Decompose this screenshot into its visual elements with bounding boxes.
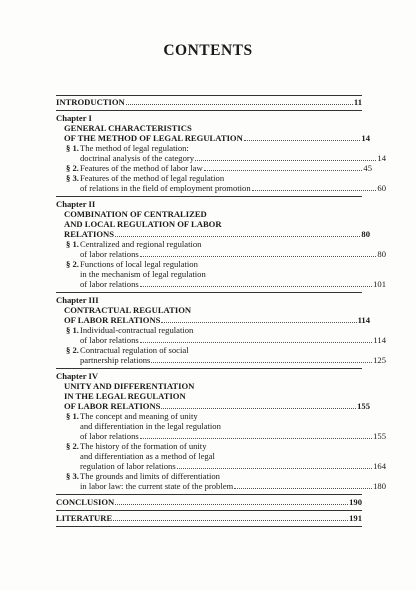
leader-dots: [151, 362, 372, 363]
leader-dots: [234, 488, 372, 489]
chapter-heading-line: AND LOCAL REGULATION OF LABOR: [64, 219, 222, 229]
section-text: doctrinal analysis of the category: [80, 153, 195, 163]
toc-entry-section[interactable]: [56, 153, 386, 163]
section-number: § 2.: [66, 441, 79, 451]
leader-dots: [161, 408, 356, 409]
section-line: [56, 441, 372, 451]
section-text: regulation of labor relations: [80, 461, 176, 471]
page-number: 125: [373, 355, 386, 365]
chapter-heading-line: GENERAL CHARACTERISTICS: [64, 123, 192, 133]
leader-dots: [252, 190, 377, 191]
section-text: and differentiation as a method of legal: [80, 451, 215, 461]
entry-label: CONCLUSION: [56, 497, 115, 507]
section-number: § 2.: [66, 259, 79, 269]
section-line: [56, 239, 372, 249]
section-line: [56, 411, 372, 421]
section-line: [56, 259, 372, 269]
toc-entry-section[interactable]: [56, 461, 386, 471]
toc-entry-chapter-2[interactable]: [56, 229, 370, 239]
page-number: 14: [361, 133, 370, 143]
section-text: and differentiation in the legal regulation: [80, 421, 221, 431]
section-number: § 2.: [66, 345, 79, 355]
section-line: [56, 173, 372, 183]
section-number: § 1.: [66, 143, 79, 153]
toc-entry-section[interactable]: [56, 163, 372, 173]
divider: [56, 526, 362, 527]
toc-entry-chapter-1[interactable]: [56, 133, 370, 143]
section-line: [56, 143, 372, 153]
page-number: 45: [363, 163, 372, 173]
page-number: 101: [373, 279, 386, 289]
chapter-label: Chapter I: [56, 113, 92, 123]
leader-dots: [113, 520, 348, 521]
section-text: in labor law: the current state of the problem: [80, 481, 234, 491]
toc-entry-conclusion[interactable]: [56, 497, 362, 507]
section-text: Features of the method of legal regulation: [80, 173, 225, 183]
section-number: § 3.: [66, 471, 79, 481]
toc-entry-chapter-3[interactable]: [56, 315, 370, 325]
section-number: § 1.: [66, 325, 79, 335]
contents-title: CONTENTS: [163, 42, 253, 59]
page-number: 180: [373, 481, 386, 491]
divider: [56, 510, 362, 511]
page-number: 60: [377, 183, 386, 193]
entry-label: INTRODUCTION: [56, 97, 125, 107]
page-number: 114: [373, 335, 386, 345]
leader-dots: [244, 140, 361, 141]
toc-entry-literature[interactable]: [56, 513, 362, 523]
page-number: 164: [373, 461, 386, 471]
chapter-heading-line: CONTRACTUAL REGULATION: [64, 305, 192, 315]
chapter-heading-line: OF LABOR RELATIONS: [64, 401, 161, 411]
chapter-label: Chapter III: [56, 295, 99, 305]
leader-dots: [195, 160, 376, 161]
page-number: 80: [361, 229, 370, 239]
leader-dots: [126, 104, 353, 105]
section-number: § 3.: [66, 173, 79, 183]
leader-dots: [115, 504, 348, 505]
divider: [56, 95, 362, 96]
divider: [56, 494, 362, 495]
toc-entry-section[interactable]: [56, 481, 386, 491]
section-text: Individual-contractual regulation: [80, 325, 194, 335]
section-text: in the mechanism of legal regulation: [80, 269, 206, 279]
divider: [56, 292, 362, 293]
toc-entry-section[interactable]: [56, 355, 386, 365]
toc-entry-section[interactable]: [56, 249, 386, 259]
chapter-label: Chapter IV: [56, 371, 99, 381]
page-number: 11: [353, 97, 362, 107]
toc-entry-chapter-4[interactable]: [56, 401, 370, 411]
leader-dots: [161, 322, 356, 323]
section-text: Functions of local legal regulation: [80, 259, 198, 269]
chapter-heading-line: IN THE LEGAL REGULATION: [64, 391, 186, 401]
leader-dots: [177, 468, 372, 469]
leader-dots: [140, 286, 372, 287]
chapter-heading-line: RELATIONS: [64, 229, 114, 239]
entry-label: LITERATURE: [56, 513, 113, 523]
chapter-heading-line: COMBINATION OF CENTRALIZED: [64, 209, 207, 219]
section-text: of labor relations: [80, 431, 139, 441]
page-number: 14: [377, 153, 386, 163]
section-text: Centralized and regional regulation: [80, 239, 202, 249]
section-text: partnership relations: [80, 355, 151, 365]
divider: [56, 110, 362, 111]
section-text: of labor relations: [80, 249, 139, 259]
leader-dots: [140, 256, 377, 257]
section-line: [56, 471, 372, 481]
page-number: 190: [349, 497, 362, 507]
toc-entry-section[interactable]: [56, 183, 386, 193]
section-text: of labor relations: [80, 279, 139, 289]
divider: [56, 368, 362, 369]
section-text: Features of the method of labor law: [80, 163, 203, 173]
section-text: of relations in the field of employment promotion: [80, 183, 251, 193]
toc-entry-section[interactable]: [56, 335, 386, 345]
section-text: The method of legal regulation:: [80, 143, 189, 153]
section-text: The concept and meaning of unity: [80, 411, 198, 421]
chapter-heading-line: UNITY AND DIFFERENTIATION: [64, 381, 195, 391]
leader-dots: [140, 438, 372, 439]
leader-dots: [115, 236, 360, 237]
section-text: The grounds and limits of differentiation: [80, 471, 220, 481]
leader-dots: [204, 170, 363, 171]
page-number: 80: [377, 249, 386, 259]
section-text: The history of the formation of unity: [80, 441, 207, 451]
section-line: [56, 325, 372, 335]
toc-entry-section[interactable]: [56, 431, 386, 441]
page-number: 114: [357, 315, 370, 325]
section-number: § 1.: [66, 411, 79, 421]
page-number: 155: [373, 431, 386, 441]
section-line: [56, 345, 372, 355]
section-number: § 2.: [66, 163, 79, 173]
section-text: of labor relations: [80, 335, 139, 345]
leader-dots: [140, 342, 373, 343]
chapter-heading-line: OF THE METHOD OF LEGAL REGULATION: [64, 133, 243, 143]
section-text: Contractual regulation of social: [80, 345, 189, 355]
chapter-heading-line: OF LABOR RELATIONS: [64, 315, 161, 325]
chapter-label: Chapter II: [56, 199, 96, 209]
divider: [56, 196, 362, 197]
toc-entry-introduction[interactable]: [56, 97, 362, 107]
page-number: 155: [357, 401, 370, 411]
section-number: § 1.: [66, 239, 79, 249]
toc-entry-section[interactable]: [56, 279, 386, 289]
page-number: 191: [349, 513, 362, 523]
